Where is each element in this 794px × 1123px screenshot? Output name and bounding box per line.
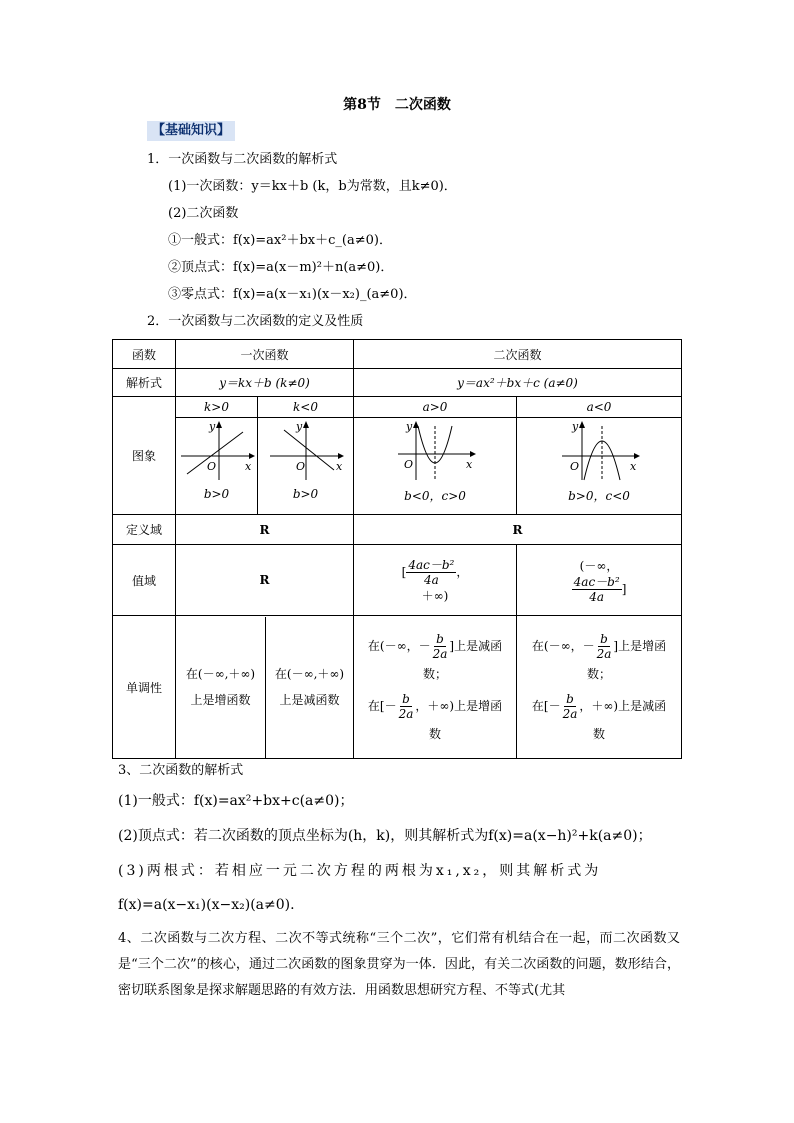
s1-line2: (2)二次函数 — [168, 206, 239, 221]
header-linear: 一次函数 — [176, 340, 354, 369]
vertex-fraction: $\frac{b}{2a}$ — [562, 692, 578, 721]
s1-line5: ③零点式：f(x)=a(x－x₁)(x－x₂)_(a≠0)． — [168, 287, 417, 302]
s1-line1: (1)一次函数：y＝kx＋b (k，b为常数，且k≠0)． — [168, 179, 457, 194]
quadratic-range-upward — [354, 545, 517, 616]
properties-table — [112, 339, 682, 759]
s4-paragraph: 4、二次函数与二次方程、二次不等式统称“三个二次”，它们常有机结合在一起，而二次函数又是“三个二次”的核心，通过二次函数的图象贯穿为一体．因此，有关二次函数的问题，数形结合，密切联系图象是探求解题思路的有效方法．用函数思想研究方程、不等式(尤其 — [118, 931, 680, 998]
axis-y-label: y — [406, 420, 413, 433]
s1-line3: ①一般式：f(x)=ax²＋bx＋c_(a≠0)． — [168, 233, 392, 248]
range-lower-bound: (－∞， — [579, 558, 619, 573]
axis-x-label: x — [244, 460, 251, 473]
axis-origin-label: O — [570, 460, 580, 473]
quadratic-range-downward — [517, 545, 682, 616]
axis-y-label: y — [295, 420, 302, 433]
axis-origin-label: O — [295, 460, 305, 473]
linear-increasing-mono: 在(－∞,＋∞) 上是增函数 — [176, 617, 266, 758]
linear-expression: y＝kx＋b (k≠0) — [176, 369, 354, 397]
condition-b-pos-c-neg: b>0，c<0 — [568, 489, 630, 503]
row-label-monotonicity: 单调性 — [113, 616, 176, 759]
axis-x-label: x — [466, 458, 473, 471]
s3-line4: f(x)=a(x−x₁)(x−x₂)(a≠0). — [118, 897, 295, 913]
linear-decreasing-mono: 在(－∞,＋∞) 上是减函数 — [274, 667, 345, 707]
increasing-line-graph — [177, 418, 257, 484]
condition-b-neg-c-pos: b<0，c>0 — [404, 489, 466, 503]
row-label-graph: 图象 — [113, 397, 176, 515]
quadratic-downward-monotonicity: 在(－∞，－ $\frac{b}{2a}$ ]上是增函 数； 在[－ $\frac{b}{2a}$ ，＋∞)上是减函 数 — [517, 616, 682, 759]
quadratic-upward-monotonicity: 在(－∞，－ $\frac{b}{2a}$ ]上是减函 数； 在[－ $\frac{b}{2a}$ ，＋∞)上是增函 数 — [354, 616, 517, 759]
row-label-range: 值域 — [113, 545, 176, 616]
row-label-expr: 解析式 — [113, 369, 176, 397]
linear-domain: R — [176, 515, 354, 545]
axis-origin-label: O — [404, 458, 414, 471]
condition-k-positive: k>0 — [176, 397, 257, 418]
s1-line4: ②顶点式：f(x)=a(x－m)²＋n(a≠0)． — [168, 260, 394, 275]
range-fraction: $\frac{\text{4ac－b²}}{4a}$ — [573, 574, 620, 604]
condition-a-positive: a>0 — [354, 397, 516, 418]
axis-y-label: y — [208, 420, 215, 433]
s3-line2: (2)顶点式：若二次函数的顶点坐标为(h，k)，则其解析式为f(x)=a(x−h)²+k(a≠0)； — [118, 828, 652, 844]
vertex-fraction: $\frac{b}{2a}$ — [432, 632, 448, 661]
axis-x-label: x — [630, 460, 637, 473]
vertex-fraction: $\frac{b}{2a}$ — [596, 632, 612, 661]
range-separator: ， — [456, 564, 469, 579]
vertex-fraction: $\frac{b}{2a}$ — [398, 692, 414, 721]
upward-parabola-graph — [390, 418, 480, 484]
condition-b-positive: b>0 — [203, 487, 230, 501]
section-badge: 【基础知识】 — [147, 121, 235, 141]
s1-heading: 1．一次函数与二次函数的解析式 — [147, 152, 338, 167]
page-title: 第8节 二次函数 — [343, 97, 451, 113]
range-open-bracket: [ — [401, 564, 407, 579]
row-label-domain: 定义域 — [113, 515, 176, 545]
s3-line3: (3)两根式：若相应一元二次方程的两根为x₁,x₂，则其解析式为 — [118, 863, 602, 879]
linear-monotonicity — [176, 616, 354, 759]
header-quadratic: 二次函数 — [354, 340, 682, 369]
axis-y-label: y — [572, 420, 579, 433]
header-func: 函数 — [113, 340, 176, 369]
graph-linear-increasing — [176, 397, 258, 515]
decreasing-line-graph — [266, 418, 346, 484]
condition-b-positive: b>0 — [292, 487, 319, 501]
s3-heading: 3、二次函数的解析式 — [118, 763, 244, 778]
graph-linear-decreasing — [258, 397, 354, 515]
range-upper-bound: ＋∞) — [421, 588, 449, 603]
graph-quadratic-downward — [517, 397, 682, 515]
graph-quadratic-upward — [354, 397, 517, 515]
condition-a-negative: a<0 — [517, 397, 681, 418]
condition-k-negative: k<0 — [258, 397, 353, 418]
axis-origin-label: O — [206, 460, 216, 473]
linear-range: R — [176, 545, 354, 616]
quadratic-expression: y＝ax²＋bx＋c (a≠0) — [354, 369, 682, 397]
downward-parabola-graph — [554, 418, 644, 484]
s3-line1: (1)一般式：f(x)=ax²+bx+c(a≠0)； — [118, 793, 354, 809]
range-fraction: $\frac{\text{4ac－b²}}{4a}$ — [408, 557, 455, 587]
axis-x-label: x — [335, 460, 342, 473]
range-close-bracket: ] — [621, 581, 627, 596]
s2-heading: 2．一次函数与二次函数的定义及性质 — [147, 314, 364, 329]
quadratic-domain: R — [354, 515, 682, 545]
